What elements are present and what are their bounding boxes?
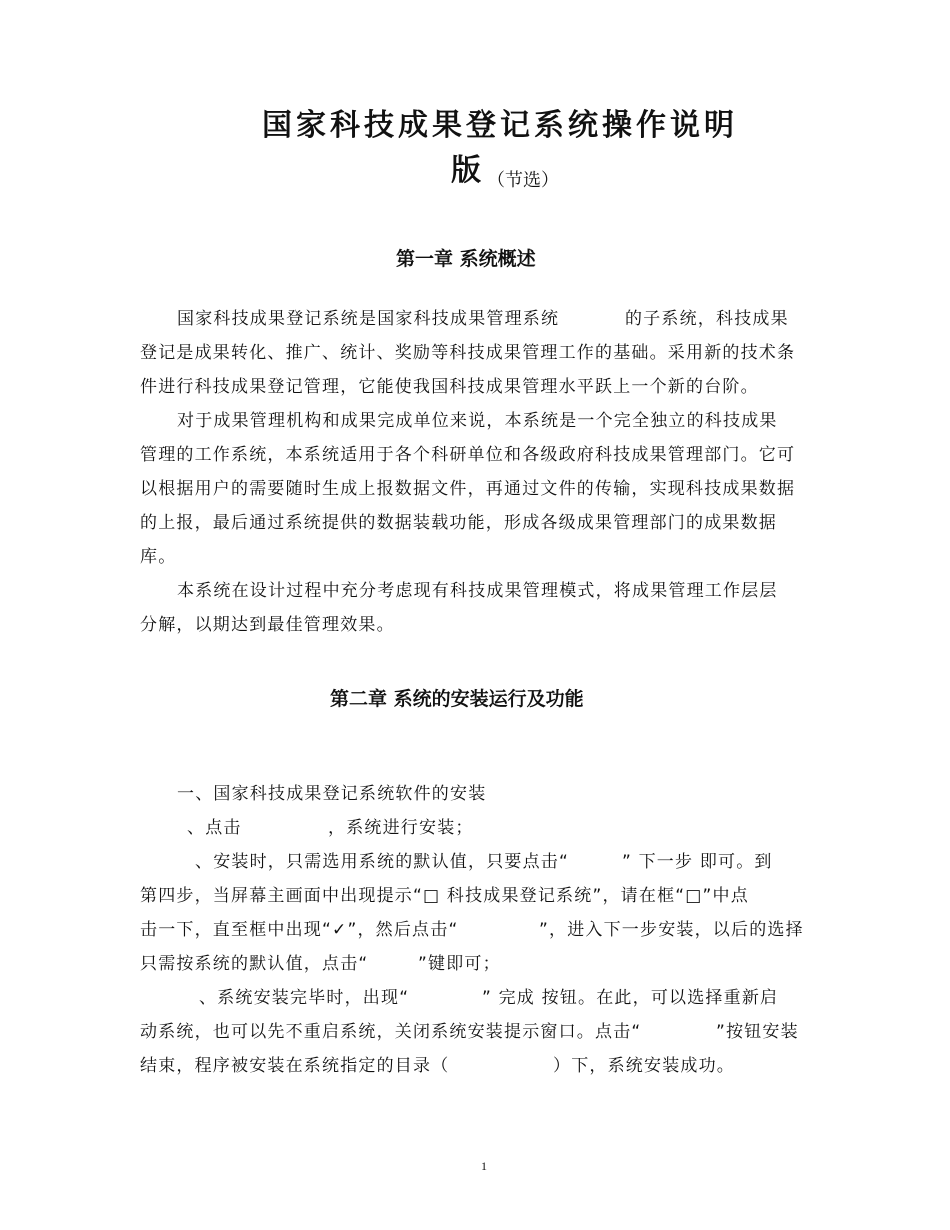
paragraph-line: 对于成果管理机构和成果完成单位来说，本系统是一个完全独立的科技成果: [177, 411, 778, 431]
document-title-note: （节选）: [487, 170, 559, 191]
document-title-version: 版: [451, 153, 485, 188]
paragraph-line: 、安装时，只需选用系统的默认值，只要点击“: [195, 852, 570, 872]
paragraph-line: ”，进入下一步安装，以后的选择: [539, 920, 804, 940]
paragraph-line: 动系统，也可以先不重启系统，关闭系统安装提示窗口。点击“: [140, 1022, 642, 1042]
paragraph-line: 的上报，最后通过系统提供的数据装载功能，形成各级成果管理部门的成果数据: [140, 513, 777, 533]
paragraph-line: 只需按系统的默认值，点击“: [140, 954, 369, 974]
paragraph-line: ，系统进行安装；: [328, 818, 474, 838]
paragraph-line: 的子系统，科技成果: [625, 309, 789, 329]
paragraph-line: 结束，程序被安装在系统指定的目录（: [140, 1056, 450, 1076]
paragraph-line: ”键即可；: [418, 954, 501, 974]
paragraph-line: 国家科技成果登记系统是国家科技成果管理系统: [177, 309, 560, 329]
paragraph-line: 登记是成果转化、推广、统计、奖励等科技成果管理工作的基础。采用新的技术条: [140, 343, 796, 363]
paragraph-line: 第四步，当屏幕主画面中出现提示“□ 科技成果登记系统”，请在框“□”中点: [140, 886, 749, 906]
paragraph-line: 库。: [140, 547, 177, 567]
document-title: 国家科技成果登记系统操作说明: [262, 108, 738, 143]
paragraph-line: ” 完成 按钮。在此，可以选择重新启: [482, 988, 779, 1008]
paragraph-line: 分解，以期达到最佳管理效果。: [140, 615, 395, 635]
paragraph-line: 件进行科技成果登记管理，它能使我国科技成果管理水平跃上一个新的台阶。: [140, 377, 759, 397]
paragraph-line: 、点击: [187, 818, 242, 838]
paragraph-line: ”按钮安装: [716, 1022, 799, 1042]
page-number: 1: [481, 1159, 487, 1173]
section-title: 一、国家科技成果登记系统软件的安装: [177, 784, 487, 804]
paragraph-line: ）下，系统安装成功。: [553, 1056, 735, 1076]
paragraph-line: 以根据用户的需要随时生成上报数据文件，再通过文件的传输，实现科技成果数据: [140, 479, 796, 499]
chapter-2-heading: 第二章 系统的安装运行及功能: [330, 688, 584, 710]
chapter-1-heading: 第一章 系统概述: [396, 248, 536, 270]
paragraph-line: 管理的工作系统，本系统适用于各个科研单位和各级政府科技成果管理部门。它可: [140, 445, 796, 465]
paragraph-line: ” 下一步 即可。到: [622, 852, 773, 872]
paragraph-line: 击一下，直至框中出现“✓”，然后点击“: [140, 920, 459, 940]
paragraph-line: 、系统安装完毕时，出现“: [199, 988, 410, 1008]
paragraph-line: 本系统在设计过程中充分考虑现有科技成果管理模式，将成果管理工作层层: [177, 581, 778, 601]
